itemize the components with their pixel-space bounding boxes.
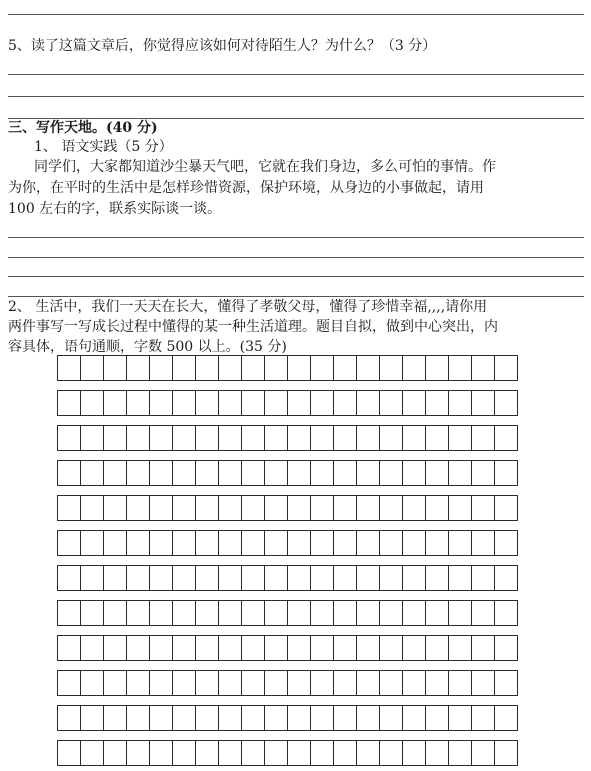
grid-cell[interactable]	[104, 530, 127, 556]
grid-cell[interactable]	[150, 565, 173, 591]
grid-cell[interactable]	[380, 355, 403, 381]
grid-cell[interactable]	[104, 355, 127, 381]
grid-cell[interactable]	[426, 635, 449, 661]
grid-row	[57, 670, 518, 696]
grid-cell[interactable]	[219, 670, 242, 696]
grid-cell[interactable]	[127, 670, 150, 696]
grid-cell[interactable]	[380, 530, 403, 556]
grid-cell[interactable]	[311, 670, 334, 696]
grid-cell[interactable]	[426, 705, 449, 731]
grid-cell[interactable]	[173, 740, 196, 766]
grid-cell[interactable]	[173, 390, 196, 416]
grid-cell[interactable]	[495, 425, 518, 451]
grid-cell[interactable]	[104, 390, 127, 416]
grid-cell[interactable]	[173, 565, 196, 591]
grid-cell[interactable]	[426, 390, 449, 416]
grid-cell[interactable]	[196, 530, 219, 556]
grid-cell[interactable]	[150, 530, 173, 556]
question-5: 5、读了这篇文章后，你觉得应该如何对待陌生人？为什么？（3 分）	[8, 38, 437, 54]
grid-cell[interactable]	[127, 355, 150, 381]
grid-cell[interactable]	[426, 460, 449, 486]
grid-cell[interactable]	[311, 355, 334, 381]
grid-cell[interactable]	[357, 390, 380, 416]
grid-cell[interactable]	[334, 530, 357, 556]
grid-cell[interactable]	[426, 495, 449, 521]
grid-cell[interactable]	[242, 355, 265, 381]
grid-cell[interactable]	[449, 670, 472, 696]
grid-cell[interactable]	[150, 670, 173, 696]
grid-row	[57, 530, 518, 556]
grid-cell[interactable]	[311, 530, 334, 556]
task-2-text-line-2: 两件事写一写成长过程中懂得的某一种生活道理。题目自拟，做到中心突出，内	[8, 319, 498, 335]
grid-cell[interactable]	[219, 530, 242, 556]
grid-cell[interactable]	[242, 390, 265, 416]
answer-line	[8, 14, 584, 15]
grid-cell[interactable]	[403, 390, 426, 416]
grid-cell[interactable]	[403, 355, 426, 381]
grid-cell[interactable]	[57, 460, 81, 486]
grid-cell[interactable]	[81, 355, 104, 381]
grid-cell[interactable]	[57, 355, 81, 381]
grid-cell[interactable]	[265, 670, 288, 696]
grid-cell[interactable]	[403, 705, 426, 731]
grid-row	[57, 565, 518, 591]
grid-cell[interactable]	[104, 460, 127, 486]
grid-cell[interactable]	[196, 670, 219, 696]
grid-cell[interactable]	[173, 705, 196, 731]
grid-cell[interactable]	[472, 530, 495, 556]
grid-cell[interactable]	[288, 600, 311, 626]
grid-cell[interactable]	[334, 635, 357, 661]
grid-cell[interactable]	[288, 635, 311, 661]
grid-cell[interactable]	[311, 460, 334, 486]
grid-cell[interactable]	[311, 740, 334, 766]
grid-cell[interactable]	[403, 635, 426, 661]
grid-cell[interactable]	[242, 600, 265, 626]
grid-cell[interactable]	[449, 425, 472, 451]
grid-row	[57, 635, 518, 661]
grid-cell[interactable]	[57, 670, 81, 696]
grid-cell[interactable]	[127, 530, 150, 556]
grid-cell[interactable]	[127, 390, 150, 416]
grid-cell[interactable]	[334, 355, 357, 381]
grid-cell[interactable]	[81, 600, 104, 626]
grid-cell[interactable]	[472, 495, 495, 521]
grid-cell[interactable]	[311, 390, 334, 416]
grid-cell[interactable]	[219, 565, 242, 591]
grid-cell[interactable]	[311, 495, 334, 521]
grid-cell[interactable]	[403, 670, 426, 696]
grid-cell[interactable]	[127, 495, 150, 521]
grid-cell[interactable]	[242, 495, 265, 521]
grid-cell[interactable]	[127, 635, 150, 661]
grid-cell[interactable]	[449, 495, 472, 521]
grid-cell[interactable]	[81, 460, 104, 486]
grid-cell[interactable]	[357, 670, 380, 696]
grid-cell[interactable]	[495, 635, 518, 661]
grid-cell[interactable]	[426, 600, 449, 626]
grid-cell[interactable]	[81, 635, 104, 661]
grid-cell[interactable]	[334, 425, 357, 451]
grid-cell[interactable]	[219, 390, 242, 416]
grid-cell[interactable]	[334, 390, 357, 416]
grid-cell[interactable]	[288, 740, 311, 766]
grid-cell[interactable]	[196, 390, 219, 416]
grid-cell[interactable]	[311, 635, 334, 661]
grid-cell[interactable]	[81, 495, 104, 521]
grid-cell[interactable]	[449, 530, 472, 556]
task-2-text-line-1: 2、 生活中，我们一天天在长大，懂得了孝敬父母，懂得了珍惜幸福,,,,请你用	[8, 299, 488, 315]
grid-cell[interactable]	[242, 740, 265, 766]
grid-cell[interactable]	[334, 740, 357, 766]
grid-cell[interactable]	[449, 355, 472, 381]
grid-cell[interactable]	[265, 495, 288, 521]
grid-cell[interactable]	[57, 705, 81, 731]
grid-cell[interactable]	[173, 530, 196, 556]
grid-cell[interactable]	[57, 425, 81, 451]
grid-cell[interactable]	[472, 740, 495, 766]
grid-cell[interactable]	[57, 530, 81, 556]
grid-cell[interactable]	[288, 460, 311, 486]
grid-cell[interactable]	[104, 740, 127, 766]
grid-cell[interactable]	[495, 495, 518, 521]
grid-cell[interactable]	[265, 390, 288, 416]
task-1-text-line-3: 100 左右的字，联系实际谈一谈。	[8, 201, 222, 217]
answer-line	[8, 276, 584, 277]
grid-cell[interactable]	[426, 670, 449, 696]
grid-cell[interactable]	[311, 705, 334, 731]
grid-cell[interactable]	[334, 460, 357, 486]
grid-cell[interactable]	[57, 565, 81, 591]
grid-cell[interactable]	[357, 600, 380, 626]
grid-cell[interactable]	[265, 355, 288, 381]
grid-cell[interactable]	[196, 495, 219, 521]
grid-cell[interactable]	[334, 705, 357, 731]
grid-cell[interactable]	[449, 740, 472, 766]
grid-cell[interactable]	[265, 740, 288, 766]
grid-cell[interactable]	[127, 565, 150, 591]
grid-row	[57, 705, 518, 731]
grid-row	[57, 355, 518, 381]
grid-cell[interactable]	[150, 425, 173, 451]
grid-cell[interactable]	[81, 390, 104, 416]
grid-cell[interactable]	[472, 600, 495, 626]
grid-cell[interactable]	[403, 530, 426, 556]
grid-cell[interactable]	[357, 495, 380, 521]
grid-cell[interactable]	[127, 600, 150, 626]
grid-cell[interactable]	[449, 600, 472, 626]
grid-cell[interactable]	[495, 355, 518, 381]
grid-cell[interactable]	[173, 635, 196, 661]
grid-cell[interactable]	[357, 740, 380, 766]
section-title: 三、写作天地。(40 分)	[8, 120, 158, 136]
grid-cell[interactable]	[219, 460, 242, 486]
grid-cell[interactable]	[104, 635, 127, 661]
grid-cell[interactable]	[104, 600, 127, 626]
grid-cell[interactable]	[380, 670, 403, 696]
grid-cell[interactable]	[150, 355, 173, 381]
grid-cell[interactable]	[472, 390, 495, 416]
grid-cell[interactable]	[357, 565, 380, 591]
grid-cell[interactable]	[81, 425, 104, 451]
grid-cell[interactable]	[81, 530, 104, 556]
task-1-text-line-1: 同学们，大家都知道沙尘暴天气吧，它就在我们身边，多么可怕的事情。作	[34, 159, 496, 175]
grid-cell[interactable]	[380, 390, 403, 416]
grid-cell[interactable]	[334, 565, 357, 591]
grid-cell[interactable]	[150, 495, 173, 521]
grid-cell[interactable]	[426, 565, 449, 591]
grid-cell[interactable]	[472, 635, 495, 661]
grid-cell[interactable]	[472, 460, 495, 486]
answer-line	[8, 74, 584, 75]
grid-cell[interactable]	[472, 565, 495, 591]
grid-cell[interactable]	[449, 635, 472, 661]
grid-cell[interactable]	[311, 565, 334, 591]
grid-cell[interactable]	[495, 740, 518, 766]
grid-cell[interactable]	[150, 600, 173, 626]
grid-cell[interactable]	[196, 740, 219, 766]
grid-cell[interactable]	[242, 530, 265, 556]
grid-cell[interactable]	[219, 705, 242, 731]
grid-cell[interactable]	[380, 600, 403, 626]
grid-cell[interactable]	[380, 495, 403, 521]
grid-cell[interactable]	[311, 425, 334, 451]
grid-cell[interactable]	[334, 600, 357, 626]
grid-cell[interactable]	[150, 705, 173, 731]
grid-row	[57, 425, 518, 451]
grid-cell[interactable]	[81, 670, 104, 696]
grid-cell[interactable]	[104, 670, 127, 696]
grid-cell[interactable]	[219, 355, 242, 381]
grid-cell[interactable]	[426, 355, 449, 381]
grid-row	[57, 495, 518, 521]
grid-cell[interactable]	[288, 670, 311, 696]
grid-cell[interactable]	[150, 740, 173, 766]
grid-cell[interactable]	[357, 425, 380, 451]
grid-cell[interactable]	[57, 635, 81, 661]
grid-cell[interactable]	[219, 600, 242, 626]
grid-cell[interactable]	[380, 425, 403, 451]
grid-cell[interactable]	[173, 495, 196, 521]
grid-cell[interactable]	[196, 460, 219, 486]
grid-cell[interactable]	[357, 460, 380, 486]
grid-cell[interactable]	[196, 635, 219, 661]
grid-cell[interactable]	[495, 705, 518, 731]
answer-line	[8, 237, 584, 238]
grid-cell[interactable]	[127, 740, 150, 766]
grid-cell[interactable]	[403, 600, 426, 626]
grid-cell[interactable]	[219, 740, 242, 766]
grid-cell[interactable]	[265, 600, 288, 626]
grid-cell[interactable]	[449, 390, 472, 416]
grid-cell[interactable]	[242, 635, 265, 661]
grid-cell[interactable]	[380, 635, 403, 661]
grid-cell[interactable]	[472, 355, 495, 381]
grid-row	[57, 740, 518, 766]
grid-cell[interactable]	[288, 495, 311, 521]
grid-cell[interactable]	[242, 705, 265, 731]
grid-cell[interactable]	[472, 705, 495, 731]
grid-cell[interactable]	[242, 425, 265, 451]
grid-cell[interactable]	[81, 705, 104, 731]
grid-cell[interactable]	[449, 705, 472, 731]
grid-cell[interactable]	[173, 670, 196, 696]
grid-cell[interactable]	[104, 565, 127, 591]
task-2-text-line-3: 容具体，语句通顺，字数 500 以上。(35 分)	[8, 339, 287, 355]
grid-cell[interactable]	[265, 425, 288, 451]
grid-cell[interactable]	[288, 565, 311, 591]
grid-cell[interactable]	[357, 355, 380, 381]
grid-cell[interactable]	[57, 740, 81, 766]
answer-line	[8, 257, 584, 258]
grid-cell[interactable]	[150, 460, 173, 486]
grid-cell[interactable]	[472, 425, 495, 451]
grid-cell[interactable]	[127, 425, 150, 451]
grid-cell[interactable]	[265, 460, 288, 486]
grid-cell[interactable]	[426, 740, 449, 766]
grid-cell[interactable]	[81, 740, 104, 766]
grid-cell[interactable]	[219, 495, 242, 521]
grid-cell[interactable]	[380, 460, 403, 486]
grid-cell[interactable]	[334, 495, 357, 521]
grid-cell[interactable]	[57, 390, 81, 416]
grid-cell[interactable]	[242, 565, 265, 591]
grid-cell[interactable]	[472, 670, 495, 696]
grid-cell[interactable]	[311, 600, 334, 626]
grid-cell[interactable]	[173, 600, 196, 626]
grid-cell[interactable]	[127, 705, 150, 731]
grid-cell[interactable]	[196, 705, 219, 731]
grid-row	[57, 460, 518, 486]
grid-cell[interactable]	[265, 635, 288, 661]
grid-cell[interactable]	[173, 460, 196, 486]
grid-cell[interactable]	[219, 425, 242, 451]
grid-cell[interactable]	[380, 705, 403, 731]
grid-cell[interactable]	[242, 460, 265, 486]
grid-cell[interactable]	[495, 670, 518, 696]
task-1-heading: 1、 语文实践（5 分）	[34, 139, 173, 155]
grid-cell[interactable]	[57, 600, 81, 626]
essay-grid	[57, 355, 589, 771]
grid-cell[interactable]	[265, 565, 288, 591]
answer-line	[8, 96, 584, 97]
grid-cell[interactable]	[104, 705, 127, 731]
grid-cell[interactable]	[288, 705, 311, 731]
grid-cell[interactable]	[403, 425, 426, 451]
grid-cell[interactable]	[196, 425, 219, 451]
grid-cell[interactable]	[150, 390, 173, 416]
grid-cell[interactable]	[357, 705, 380, 731]
grid-row	[57, 600, 518, 626]
grid-cell[interactable]	[57, 495, 81, 521]
grid-cell[interactable]	[288, 530, 311, 556]
grid-cell[interactable]	[334, 670, 357, 696]
grid-cell[interactable]	[495, 600, 518, 626]
grid-cell[interactable]	[219, 635, 242, 661]
grid-cell[interactable]	[288, 390, 311, 416]
grid-cell[interactable]	[495, 460, 518, 486]
grid-cell[interactable]	[127, 460, 150, 486]
grid-cell[interactable]	[150, 635, 173, 661]
grid-cell[interactable]	[288, 355, 311, 381]
grid-cell[interactable]	[495, 565, 518, 591]
grid-cell[interactable]	[449, 565, 472, 591]
grid-cell[interactable]	[426, 530, 449, 556]
grid-cell[interactable]	[196, 355, 219, 381]
grid-cell[interactable]	[173, 425, 196, 451]
grid-cell[interactable]	[104, 425, 127, 451]
grid-cell[interactable]	[403, 740, 426, 766]
task-1-text-line-2: 为你，在平时的生活中是怎样珍惜资源，保护环境，从身边的小事做起，请用	[8, 180, 484, 196]
grid-cell[interactable]	[403, 495, 426, 521]
grid-cell[interactable]	[173, 355, 196, 381]
grid-cell[interactable]	[357, 530, 380, 556]
grid-cell[interactable]	[380, 565, 403, 591]
grid-cell[interactable]	[265, 530, 288, 556]
grid-cell[interactable]	[288, 425, 311, 451]
grid-cell[interactable]	[380, 740, 403, 766]
grid-cell[interactable]	[242, 670, 265, 696]
grid-cell[interactable]	[104, 495, 127, 521]
grid-cell[interactable]	[196, 565, 219, 591]
grid-row	[57, 390, 518, 416]
grid-cell[interactable]	[265, 705, 288, 731]
grid-cell[interactable]	[426, 425, 449, 451]
grid-cell[interactable]	[495, 390, 518, 416]
grid-cell[interactable]	[357, 635, 380, 661]
grid-cell[interactable]	[403, 460, 426, 486]
grid-cell[interactable]	[449, 460, 472, 486]
grid-cell[interactable]	[196, 600, 219, 626]
grid-cell[interactable]	[495, 530, 518, 556]
grid-cell[interactable]	[81, 565, 104, 591]
grid-cell[interactable]	[403, 565, 426, 591]
